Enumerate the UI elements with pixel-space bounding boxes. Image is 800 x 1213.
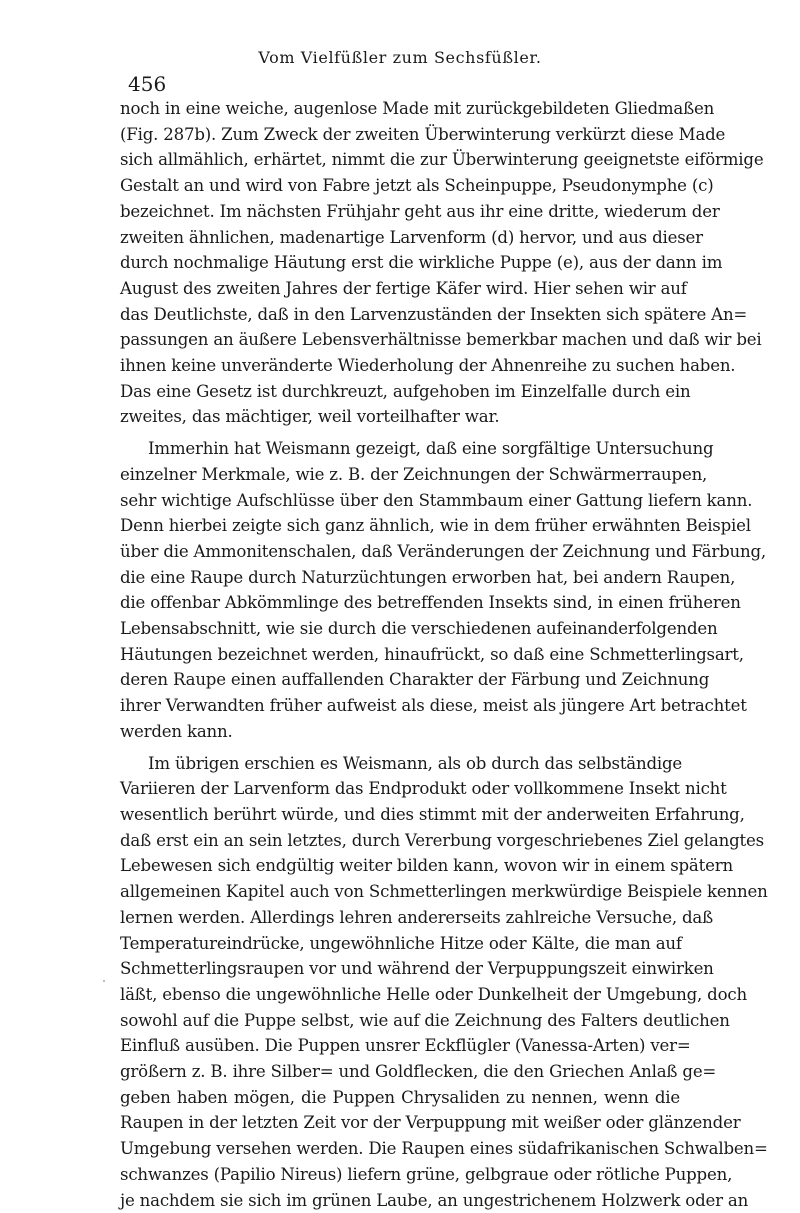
text-line: ihrer Verwandten früher aufweist als diese, meist als jüngere Art betrachtet xyxy=(120,696,747,716)
text-line: sowohl auf die Puppe selbst, wie auf die Zeichnung des Falters deutlichen xyxy=(120,1010,730,1030)
text-line: Immerhin hat Weismann gezeigt, daß eine sorgfältige Untersuchung xyxy=(148,439,714,459)
text-line: Häutungen bezeichnet werden, hinaufrückt, so daß eine Schmetterlingsart, xyxy=(120,644,744,664)
text-line: schwanzes (Papilio Nireus) liefern grüne, gelbgraue oder rötliche Puppen, xyxy=(120,1164,733,1184)
text-line: die offenbar Abkömmlinge des betreffenden Insekts sind, in einen früheren xyxy=(120,593,741,613)
paragraph-3 xyxy=(120,751,768,1213)
text-line: Lebewesen sich endgültig weiter bilden kann, wovon wir in einem spätern xyxy=(120,856,733,876)
text-line: sich allmählich, erhärtet, nimmt die zur Überwinterung geeignetste eiförmige xyxy=(120,150,764,170)
text-line: zweites, das mächtiger, weil vorteilhafter war. xyxy=(120,407,500,427)
text-line: Denn hierbei zeigte sich ganz ähnlich, wie in dem früher erwähnten Beispiel xyxy=(120,516,751,536)
text-line: Raupen in der letzten Zeit vor der Verpuppung mit weißer oder glänzender xyxy=(120,1113,741,1133)
page-number: 456 xyxy=(128,72,167,96)
text-line: Variieren der Larvenform das Endprodukt oder vollkommene Insekt nicht xyxy=(120,779,727,799)
text-line: deren Raupe einen auffallenden Charakter der Färbung und Zeichnung xyxy=(120,670,710,690)
body-text xyxy=(120,96,768,1213)
text-line: August des zweiten Jahres der fertige Käfer wird. Hier sehen wir auf xyxy=(120,278,687,298)
text-line: (Fig. 287b). Zum Zweck der zweiten Überwinterung verkürzt diese Made xyxy=(120,124,726,144)
margin-speck xyxy=(103,980,105,982)
text-line: Gestalt an und wird von Fabre jetzt als Scheinpuppe, Pseudonymphe (c) xyxy=(120,176,714,196)
text-line: je nachdem sie sich im grünen Laube, an ungestrichenem Holzwerk oder an xyxy=(120,1190,749,1210)
text-line: lernen werden. Allerdings lehren andererseits zahlreiche Versuche, daß xyxy=(120,907,714,927)
text-line: sehr wichtige Aufschlüsse über den Stammbaum einer Gattung liefern kann. xyxy=(120,490,753,510)
text-line: bezeichnet. Im nächsten Frühjahr geht aus ihr eine dritte, wiederum der xyxy=(120,201,720,221)
running-title: Vom Vielfüßler zum Sechsfüßler. xyxy=(258,48,542,67)
text-line: passungen an äußere Lebensverhältnisse bemerkbar machen und daß wir bei xyxy=(120,330,762,350)
text-line: Lebensabschnitt, wie sie durch die verschiedenen aufeinanderfolgenden xyxy=(120,619,718,639)
text-line: werden kann. xyxy=(120,721,233,741)
text-line: Einfluß ausüben. Die Puppen unsrer Eckflügler (Vanessa-Arten) ver= xyxy=(120,1036,691,1056)
text-line: wesentlich berührt würde, und dies stimmt mit der anderweiten Erfahrung, xyxy=(120,804,745,824)
text-line: durch nochmalige Häutung erst die wirkliche Puppe (e), aus der dann im xyxy=(120,253,723,273)
text-line: zweiten ähnlichen, madenartige Larvenform (d) hervor, und aus dieser xyxy=(120,227,703,247)
text-line: Umgebung versehen werden. Die Raupen eines südafrikanischen Schwalben= xyxy=(120,1139,768,1159)
text-line: geben haben mögen, die Puppen Chrysaliden zu nennen, wenn die xyxy=(120,1087,680,1107)
text-line: die eine Raupe durch Naturzüchtungen erworben hat, bei andern Raupen, xyxy=(120,567,736,587)
text-line: das Deutlichste, daß in den Larvenzuständen der Insekten sich spätere An= xyxy=(120,304,748,324)
text-line: läßt, ebenso die ungewöhnliche Helle oder Dunkelheit der Umgebung, doch xyxy=(120,984,747,1004)
text-line: allgemeinen Kapitel auch von Schmetterlingen merkwürdige Beispiele kennen xyxy=(120,882,768,902)
text-line: Das eine Gesetz ist durchkreuzt, aufgehoben im Einzelfalle durch ein xyxy=(120,381,691,401)
text-line: ihnen keine unveränderte Wiederholung der Ahnenreihe zu suchen haben. xyxy=(120,356,736,376)
text-line: noch in eine weiche, augenlose Made mit zurückgebildeten Gliedmaßen xyxy=(120,99,715,118)
text-line: daß erst ein an sein letztes, durch Vererbung vorgeschriebenes Ziel gelangtes xyxy=(120,830,764,850)
text-line: Im übrigen erschien es Weismann, als ob durch das selbständige xyxy=(148,753,683,773)
text-line: Schmetterlingsraupen vor und während der Verpuppungszeit einwirken xyxy=(120,959,714,979)
paragraph-1 xyxy=(120,96,764,430)
text-line: größern z. B. ihre Silber= und Goldflecken, die den Griechen Anlaß ge= xyxy=(120,1062,717,1082)
text-line: über die Ammonitenschalen, daß Veränderungen der Zeichnung und Färbung, xyxy=(120,541,766,561)
paragraph-2 xyxy=(120,436,766,744)
text-line: einzelner Merkmale, wie z. B. der Zeichnungen der Schwärmerraupen, xyxy=(120,464,708,484)
text-line: Temperatureindrücke, ungewöhnliche Hitze oder Kälte, die man auf xyxy=(120,933,682,953)
